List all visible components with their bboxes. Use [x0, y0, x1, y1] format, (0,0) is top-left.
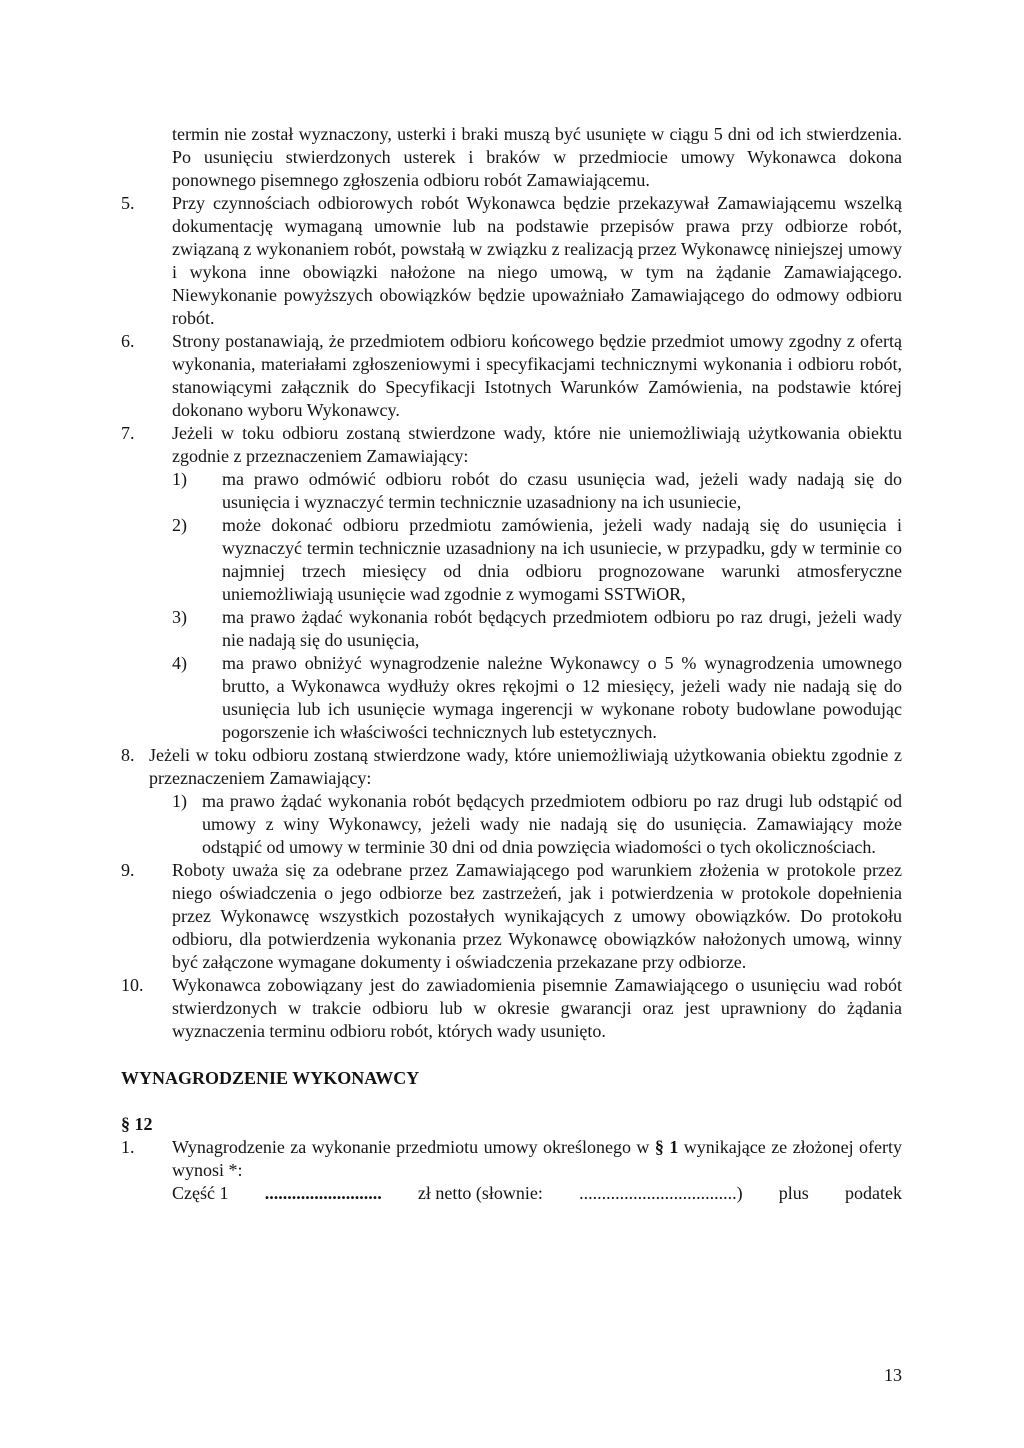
item-text-part-b: wynikające ze złożonej oferty wynosi *:	[172, 1137, 903, 1180]
sub-item-number: 1)	[172, 791, 187, 811]
price-line	[121, 1182, 902, 1205]
item-text: Jeżeli w toku odbioru zostaną stwierdzone wady, które uniemożliwiają użytkowania obiektu zgodnie z przeznaczeniem Zamawiający:	[149, 745, 902, 788]
item-text: Strony postanawiają, że przedmiotem odbioru końcowego będzie przedmiot umowy zgodny z ofertą wykonania, materiałami zgłoszeniowymi i specyfikacjami technicznymi wykonania i odbioru robót, stanowiącymi załącznik do Specyfikacji Istotnych Warunków Zamówienia, na podstawie której dokonano wyboru Wykonawcy.	[172, 331, 902, 420]
net-label: zł netto (słownie:	[417, 1183, 543, 1203]
sub-item-text: ma prawo żądać wykonania robót będących przedmiotem odbioru po raz drugi lub odstąpić od umowy z winy Wykonawcy, jeżeli wady nie nadają się do usunięcia. Zamawiający może odstąpić od umowy w terminie 30 dni od dnia powzięcia wiadomości o tych okolicznościach.	[202, 791, 902, 857]
list-item-8	[121, 744, 902, 790]
section-reference: § 1	[654, 1137, 679, 1157]
item-number: 6.	[121, 331, 135, 351]
item-text: Przy czynnościach odbiorowych robót Wykonawca będzie przekazywał Zamawiającemu wszelką dokumentację wymaganą umownie lub na podstawie przepisów prawa przy odbiorze robót, związaną z wykonaniem robót, powstałą w związku z realizacją przez Wykonawcę niniejszej umowy i wykona inne obowiązki nałożone na niego umową, w tym na żądanie Zamawiającego. Niewykonanie powyższych obowiązków będzie upoważniało Zamawiającego do odmowy odbioru robót.	[172, 193, 902, 328]
s12-list-item-1	[121, 1136, 902, 1182]
intro-paragraph: termin nie został wyznaczony, usterki i braki muszą być usunięte w ciągu 5 dni od ich stwierdzenia. Po usunięciu stwierdzonych usterek i braków w przedmiocie umowy Wykonawca dokona ponownego pisemnego zgłoszenia odbioru robót Zamawiającemu.	[172, 124, 902, 190]
item-number: 8.	[121, 745, 135, 765]
sub-item-number: 4)	[172, 653, 187, 673]
item-number: 10.	[121, 975, 144, 995]
list-item-9	[121, 859, 902, 974]
item-number: 1.	[121, 1137, 135, 1157]
item-text	[172, 1136, 902, 1182]
paragraph-mark: § 12	[121, 1114, 153, 1134]
sub-item-text: ma prawo żądać wykonania robót będących przedmiotem odbioru po raz drugi, jeżeli wady nie nadają się do usunięcia,	[222, 607, 902, 650]
list-item-7	[121, 422, 902, 468]
item-number: 9.	[121, 860, 135, 880]
tax-label: podatek	[845, 1183, 902, 1203]
words-placeholder: ...................................)	[579, 1183, 743, 1203]
list-item-5	[121, 192, 902, 330]
sub-item-7-2	[172, 514, 902, 606]
item-number: 7.	[121, 423, 135, 443]
sub-item-number: 3)	[172, 607, 187, 627]
plus-label: plus	[778, 1183, 809, 1203]
sub-item-number: 1)	[172, 469, 187, 489]
amount-placeholder: ..........................	[264, 1183, 382, 1203]
sub-item-number: 2)	[172, 515, 187, 535]
part-label: Część 1	[172, 1183, 229, 1203]
document-body	[121, 123, 902, 1205]
sub-item-text: ma prawo obniżyć wynagrodzenie należne Wykonawcy o 5 % wynagrodzenia umownego brutto, a Wykonawca wydłuży okres rękojmi o 12 miesięcy, jeżeli wady nie nadają się do usunięcia lub ich usunięcie wymaga ingerencji w wykonane roboty budowlane powodując pogorszenie ich właściwości technicznych lub estetycznych.	[222, 653, 902, 742]
item-text: Wykonawca zobowiązany jest do zawiadomienia pisemnie Zamawiającego o usunięciu wad robót stwierdzonych w trakcie odbioru lub w okresie gwarancji oraz jest uprawniony do żądania wyznaczenia terminu odbioru robót, których wady usunięto.	[172, 975, 902, 1041]
item-text-part-a: Wynagrodzenie za wykonanie przedmiotu umowy określonego w	[172, 1137, 655, 1157]
page-number: 13	[884, 1365, 902, 1385]
list-item-10	[121, 974, 902, 1043]
sub-item-8-1	[172, 790, 902, 859]
sub-item-text: może dokonać odbioru przedmiotu zamówienia, jeżeli wady nadają się do usunięcia i wyznaczyć termin technicznie uzasadniony na ich usuniecie, w przypadku, gdy w terminie co najmniej trzech miesięcy od dnia odbioru prognozowane warunki atmosferyczne uniemożliwiają usunięcie wad zgodnie z wymogami SSTWiOR,	[222, 515, 902, 604]
list-item-6	[121, 330, 902, 422]
section-heading: WYNAGRODZENIE WYKONAWCY	[121, 1068, 420, 1088]
item-number: 5.	[121, 193, 135, 213]
item-text: Roboty uważa się za odebrane przez Zamawiającego pod warunkiem złożenia w protokole przez niego oświadczenia o jego odbiorze bez zastrzeżeń, jak i potwierdzenia w protokole dopełnienia przez Wykonawcę wszystkich pozostałych wynikających z umowy obowiązków. Do protokołu odbioru, dla potwierdzenia wykonania przez Wykonawcę obowiązków nałożonych umową, winny być załączone wymagane dokumenty i oświadczenia przekazane przy odbiorze.	[172, 860, 902, 972]
sub-item-text: ma prawo odmówić odbioru robót do czasu usunięcia wad, jeżeli wady nadają się do usunięcia i wyznaczyć termin technicznie uzasadniony na ich usuniecie,	[222, 469, 902, 512]
sub-item-7-1	[172, 468, 902, 514]
sub-item-7-4	[172, 652, 902, 744]
sub-item-7-3	[172, 606, 902, 652]
item-text: Jeżeli w toku odbioru zostaną stwierdzone wady, które nie uniemożliwiają użytkowania obiektu zgodnie z przeznaczeniem Zamawiający:	[172, 423, 902, 466]
